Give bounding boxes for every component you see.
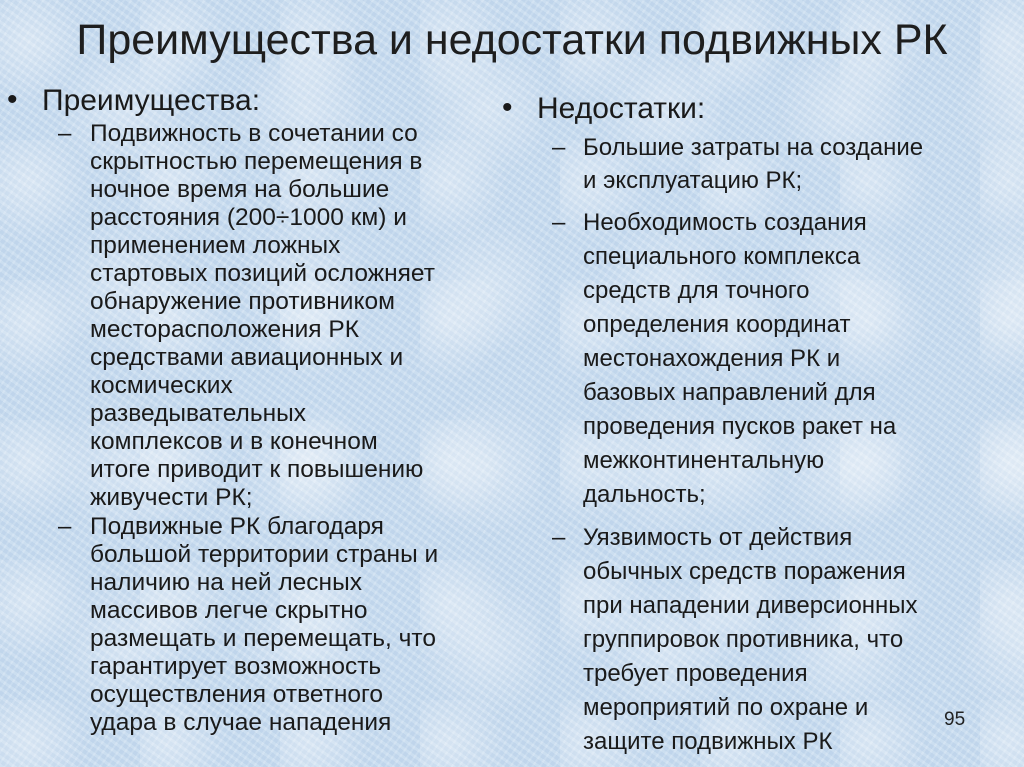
text-line: итоге приводит к повышению (90, 456, 424, 483)
text-line: требует проведения (583, 660, 808, 687)
dash-icon: – (58, 513, 72, 540)
text-line: проведения пусков ракет на (583, 413, 897, 440)
text-line: большой территории страны и (90, 541, 439, 568)
text-line: комплексов и в конечном (90, 428, 378, 455)
text-line: специального комплекса (583, 243, 861, 270)
advantages-heading (7, 83, 261, 118)
text-line: местонахождения РК и (583, 345, 841, 372)
disadvantages-heading (502, 91, 706, 126)
text-line: гарантирует возможность (90, 653, 382, 680)
text-line: применением ложных (90, 232, 341, 259)
text-line: массивов легче скрытно (90, 597, 368, 624)
text-line: стартовых позиций осложняет (90, 260, 435, 287)
text-line: средств для точного (583, 277, 810, 304)
text-line: Необходимость создания (583, 209, 867, 236)
text-line: обнаружение противником (90, 288, 395, 315)
advantages-heading-label: Преимущества: (42, 84, 261, 117)
text-line: ночное время на большие (90, 176, 390, 203)
text-line: базовых направлений для (583, 379, 876, 406)
text-line: Большие затраты на создание (583, 134, 924, 161)
text-line: мероприятий по охране и (583, 694, 869, 721)
text-line: размещать и перемещать, что (90, 625, 437, 652)
bullet-icon: • (7, 83, 18, 116)
text-line: космических (90, 372, 233, 399)
dash-icon: – (552, 134, 566, 161)
text-line: группировок противника, что (583, 626, 904, 653)
slide-title: Преимущества и недостатки подвижных РК (76, 16, 948, 64)
page-number: 95 (944, 709, 966, 730)
text-line: расстояния (200÷1000 км) и (90, 204, 407, 231)
text-line: осуществления ответного (90, 681, 384, 708)
text-line: живучести РК; (90, 484, 253, 511)
text-line: обычных средств поражения (583, 558, 906, 585)
text-line: Подвижность в сочетании со (90, 120, 418, 147)
text-line: разведывательных (90, 400, 306, 427)
text-line: Подвижные РК благодаря (90, 513, 384, 540)
bullet-icon: • (502, 91, 513, 124)
text-line: месторасположения РК (90, 316, 359, 343)
text-line: межконтинентальную (583, 447, 825, 474)
disadvantages-heading-label: Недостатки: (537, 92, 706, 125)
text-line: и эксплуатацию РК; (583, 167, 803, 194)
text-line: защите подвижных РК (583, 728, 833, 755)
text-line: при нападении диверсионных (583, 592, 918, 619)
text-line: Уязвимость от действия (583, 524, 853, 551)
text-line: дальность; (583, 481, 706, 508)
dash-icon: – (552, 209, 566, 236)
text-line: удара в случае нападения (90, 709, 392, 736)
text-line: наличию на ней лесных (90, 569, 362, 596)
text-line: средствами авиационных и (90, 344, 404, 371)
dash-icon: – (552, 524, 566, 551)
text-line: определения координат (583, 311, 851, 338)
text-line: скрытностью перемещения в (90, 148, 423, 175)
dash-icon: – (58, 120, 72, 147)
